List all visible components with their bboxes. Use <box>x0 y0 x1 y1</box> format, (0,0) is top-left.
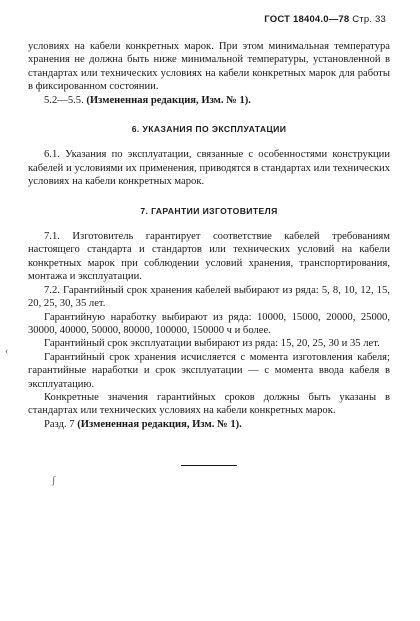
paragraph-6-1: 6.1. Указания по эксплуатации, связанные с особенностями конструкции кабелей и условиями их применения, приводятся в стандартах или технических условиях на кабели конкретных марок. <box>28 149 390 188</box>
intro-paragraph: условиях на кабели конкретных марок. При этом минимальная температура хранения не должна быть ниже минимальной температуры, установленной в стандартах или технических условиях на кабели конкретных марок для работы в фиксированном состоянии. <box>28 41 390 93</box>
margin-mark: ‹ <box>5 346 9 357</box>
paragraph-7-2: 7.2. Гарантийный срок хранения кабелей выбирают из ряда: 5, 8, 10, 12, 15, 20, 25, 30, 35 лет. <box>28 284 390 310</box>
paragraph-specific-values: Конкретные значения гарантийных сроков должны быть указаны в стандартах или технических условиях на кабели конкретных марок. <box>28 391 390 417</box>
amendment-note-5 <box>28 94 390 107</box>
standard-number: ГОСТ 18404.0—78 <box>264 14 350 25</box>
amendment-text: (Измененная редакция, Изм. № 1). <box>86 94 251 106</box>
section-reference: Разд. 7 <box>44 418 75 430</box>
paragraph-7-1: 7.1. Изготовитель гарантирует соответствие кабелей требованиям настоящего стандарта и стандартов или технических условий на кабели конкретных марок при соблюдении условий хранения, транспортирования, монтажа и эксплуатации. <box>28 231 390 283</box>
paragraph-service-life: Гарантийный срок эксплуатации выбирают из ряда: 15, 20, 25, 30 и 35 лет. <box>44 338 380 350</box>
section-6-heading: 6. УКАЗАНИЯ ПО ЭКСПЛУАТАЦИИ <box>131 124 287 135</box>
end-rule <box>181 465 237 466</box>
amendment-note-7 <box>28 418 390 431</box>
paragraph-warranty-hours: Гарантийную наработку выбирают из ряда: 10000, 15000, 20000, 25000, 30000, 40000, 50000, 80000, 100000, 150000 ч и более. <box>28 311 390 336</box>
page-number: Стр. 33 <box>352 14 386 25</box>
document-body <box>28 40 390 466</box>
item-reference: 5.2—5.5. <box>44 94 84 106</box>
amendment-text: (Измененная редакция, Изм. № 1). <box>77 418 242 430</box>
section-7-heading: 7. ГАРАНТИИ ИЗГОТОВИТЕЛЯ <box>140 205 278 216</box>
page-header <box>264 14 386 25</box>
stray-mark: ʃ <box>52 475 56 486</box>
paragraph-warranty-start: Гарантийный срок хранения исчисляется с момента изготовления кабеля; гарантийные наработки и срок эксплуатации — с момента ввода кабеля в эксплуатацию. <box>28 351 390 390</box>
